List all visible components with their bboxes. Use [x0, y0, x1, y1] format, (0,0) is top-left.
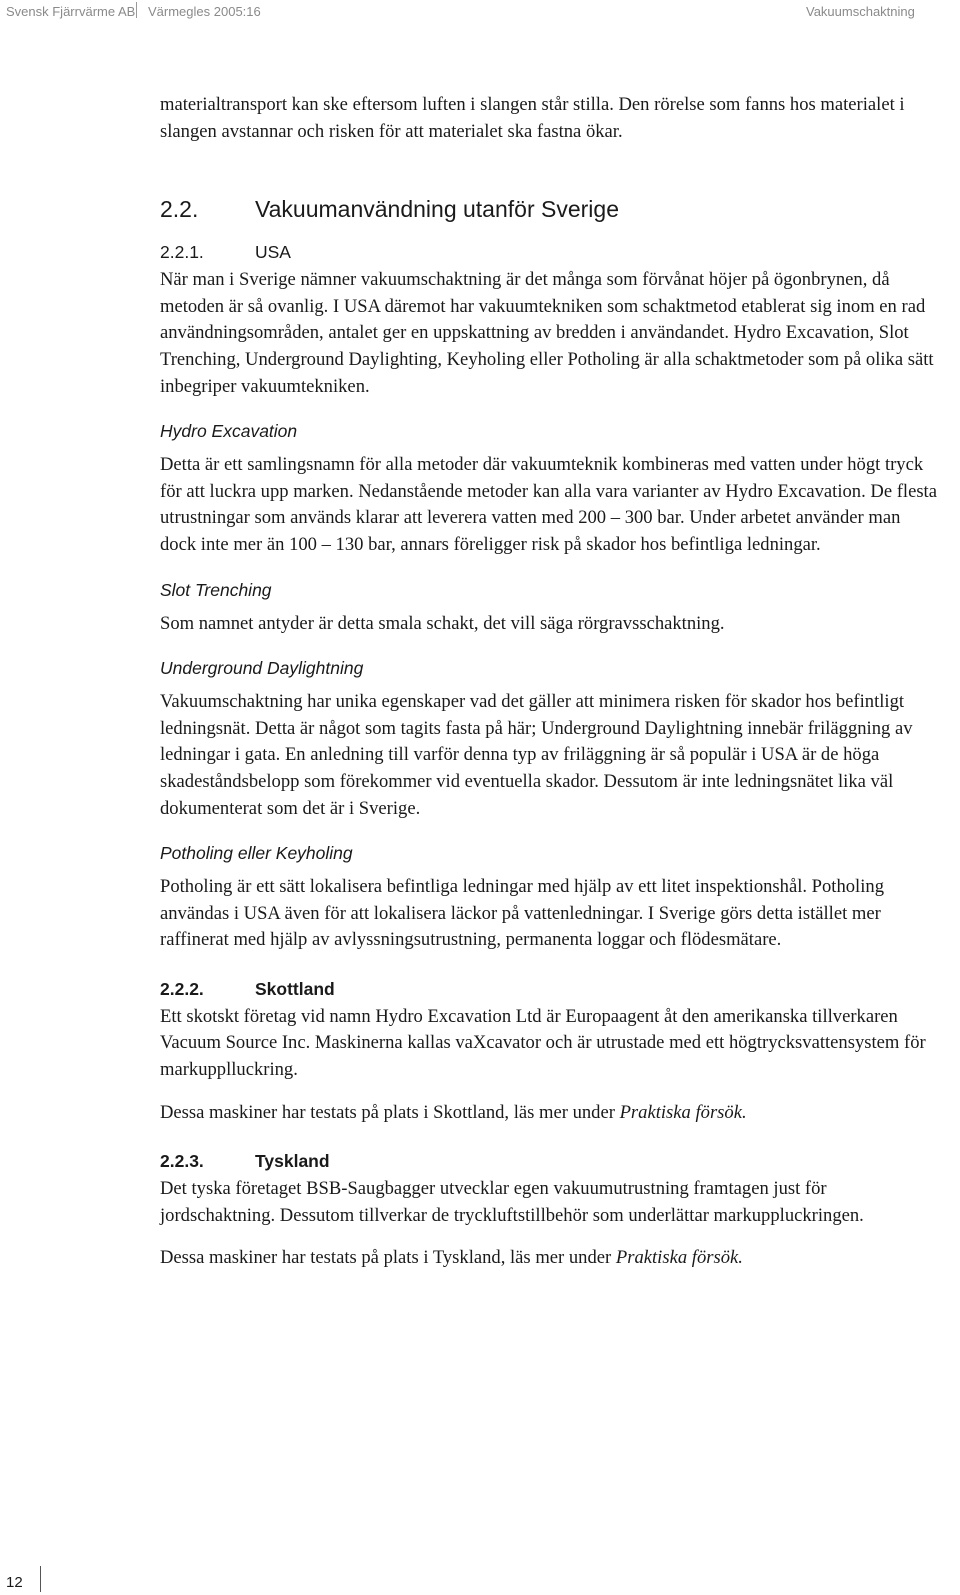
- section-heading-2-2-3: [160, 1150, 940, 1172]
- section-title: Vakuumanvändning utanför Sverige: [255, 196, 619, 223]
- section-number: 2.2.3.: [160, 1151, 204, 1172]
- section-heading-2-2: [160, 195, 940, 223]
- intro-paragraph: materialtransport kan ske eftersom luften i slangen står stilla. Den rörelse som fanns hos materialet i slangen avstannar och risken för att materialet ska fastna ökar.: [160, 94, 905, 142]
- hydro-paragraph: Detta är ett samlingsnamn för alla metoder där vakuumteknik kombineras med vatten under högt tryck för att luckra upp marken. Nedanstående metoder kan alla vara varianter av Hydro Excavation. De flesta utrustningar som används klarar att leverera vatten med 200 – 300 bar. Under arbetet använder man dock inte mer än 100 – 130 bar, annars föreligger risk på skador hos befintliga ledningar.: [160, 454, 937, 555]
- note-text: Dessa maskiner har testats på plats i Tyskland, läs mer under: [160, 1247, 612, 1269]
- header-report: Värmegles 2005:16: [148, 4, 261, 19]
- section-number: 2.2.: [160, 196, 199, 223]
- page-header: [0, 0, 960, 26]
- section-number: 2.2.1.: [160, 242, 204, 263]
- header-topic: Vakuumschaktning: [806, 4, 915, 19]
- subheading-hydro-excavation: Hydro Excavation: [160, 421, 298, 442]
- scotland-note: [160, 1100, 940, 1127]
- page-number: 12: [6, 1574, 23, 1591]
- germany-note: [160, 1245, 940, 1272]
- subheading-slot-trenching: Slot Trenching: [160, 579, 272, 600]
- daylighting-paragraph: Vakuumschaktning har unika egenskaper vad det gäller att minimera risken för skador hos befintligt ledningsnät. Detta är något som tagits fasta på här; Underground Daylightning innebär friläggning av ledningar i gata. En anledning till varför denna typ av friläggning är så populär i USA är de höga skadeståndsbelopp som förekommer vid eventuella skador. Dessutom är inte ledningsnätet lika väl dokumenterat som det är i Sverige.: [160, 691, 913, 819]
- section-heading-2-2-1: [160, 241, 940, 263]
- footer-divider: [40, 1566, 41, 1592]
- section-title: USA: [255, 242, 291, 263]
- note-reference: Praktiska försök.: [615, 1247, 743, 1269]
- header-divider: [136, 2, 137, 18]
- subheading-underground-daylighting: Underground Daylightning: [160, 658, 364, 679]
- section-heading-2-2-2: [160, 978, 940, 1000]
- section-number: 2.2.2.: [160, 978, 204, 999]
- potholing-paragraph: Potholing är ett sätt lokalisera befintliga ledningar med hjälp av ett litet inspektionshål. Potholing användas i USA även för att lokalisera läckor på vattenledningar. I Sverige görs detta istället mer raffinerat med hjälp av avlyssningsutrustning, permanenta loggar och flödesmätare.: [160, 876, 884, 951]
- note-text: Dessa maskiner har testats på plats i Skottland, läs mer under: [160, 1101, 615, 1123]
- section-title: Skottland: [255, 978, 335, 999]
- header-company: Svensk Fjärrvärme AB: [6, 4, 136, 19]
- germany-paragraph: Det tyska företaget BSB-Saugbagger utvecklar egen vakuumutrustning framtagen just för jordschaktning. Dessutom tillverkar de tryckluftstillbehör som underlättar markuppluckringen.: [160, 1178, 864, 1226]
- note-reference: Praktiska försök.: [619, 1101, 747, 1123]
- document-body: [160, 92, 940, 1272]
- slot-paragraph: Som namnet antyder är detta smala schakt, det vill säga rörgravsschaktning.: [160, 612, 725, 634]
- subheading-potholing: Potholing eller Keyholing: [160, 843, 353, 864]
- scotland-paragraph: Ett skotskt företag vid namn Hydro Excavation Ltd är Europaagent åt den amerikanska tillverkaren Vacuum Source Inc. Maskinerna kallas vaXcavator och är utrustade med ett högtrycksvattensystem för markupplluckring.: [160, 1005, 926, 1081]
- section-title: Tyskland: [255, 1151, 330, 1172]
- usa-paragraph: När man i Sverige nämner vakuumschaktning är det många som förvånat höjer på ögonbrynen, då metoden är så ovanlig. I USA däremot har vakuumtekniken som schaktmetod etablerat sig inom en rad användningsområden, antalet ger en uppskattning av bredden i användandet. Hydro Excavation, Slot Trenching, Underground Daylighting, Keyholing eller Potholing är alla schaktmetoder som på olika sätt inbegriper vakuumtekniken.: [160, 269, 934, 397]
